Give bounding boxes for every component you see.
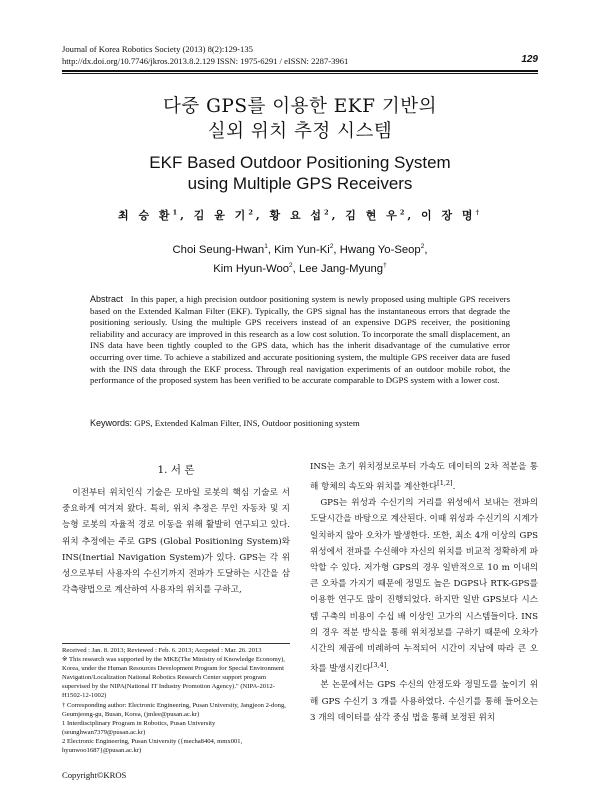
authors-english-line1: Choi Seung-Hwan$^1$, Kim Yun-Ki$^2$, Hwang Yo-Seop$^2$, xyxy=(172,243,428,256)
page-number: 129 xyxy=(521,54,538,65)
intro-paragraph-3: 본 논문에서는 GPS 수신의 안정도와 정밀도를 높이기 위해 GPS 수신기 3 개를 사용하였다. 수신기를 통해 들어오는 3 개의 데이터를 삼각 중심 법을 통해 보정된 위치 xyxy=(310,680,538,723)
journal-citation: Journal of Korea Robotics Society (2013) 8(2):129-135 xyxy=(62,44,253,54)
author-ko-sup: 2 xyxy=(399,208,408,217)
author-en: Hwang Yo-Seop xyxy=(339,243,421,256)
intro-paragraph-1: 이전부터 위치인식 기술은 모바일 로봇의 핵심 기술로 서 중요하게 여겨져 왔다. 특히, 위치 추정은 무인 자동차 및 지능형 로봇의 자율적 경로 이동을 위해 활발히 연구되고 있다. 위치 추정에는 주로 GPS (Global Positioning System)와 INS(Inertial Navigation System)가 있다. GPS는 각 위성으로부터 사용자의 수신기까지 전파가 도달하는 시간을 삼각측량법으로 계산하여 사용자의 위치를 구하고, xyxy=(62,488,290,596)
header-rule-thick xyxy=(62,70,538,72)
title-english xyxy=(62,152,538,194)
title-korean xyxy=(62,94,538,144)
author-en-sup: 2 xyxy=(420,243,425,250)
right-column xyxy=(310,459,538,726)
author-en-sup: 2 xyxy=(289,261,293,269)
footnote-1: 1 Interdisciplinary Program in Robotics, Pusan University (seunghwan7379@pusan.ac.kr) xyxy=(62,719,216,736)
author-ko-sup: 2 xyxy=(248,208,256,217)
footnote-funding: ※ This research was supported by the MKE(The Ministry of Knowledge Economy), Korea, under the Human Resources Development Program for Special Environment Navigation/Localization National Robotics Research Center support program supervised by the NIPA(National IT Industry Promotion Agency)." (NIPA-2012-H1502-12-1002) xyxy=(62,656,285,700)
intro-p2-text: GPS는 위성과 수신기의 거리를 위성에서 보내는 전파의 도달시간을 바탕으로 계산된다. 이때 위성과 수신기의 시계가 일치하지 않아 오차가 발생한다. 또한, 최소 4개 이상의 GPS 위성에서 전파를 수신해야 자신의 위치를 비교적 정확하게 파악할 수 있다. 저가형 GPS의 경우 일반적으로 10 m 이내의 큰 오차를 가지기 때문에 정밀도 높은 DGPS나 RTK-GPS를 이용한 연구도 많이 진행되었다. 하지만 일반 GPS보다 시스템 구축의 비용이 수십 배 이상인 고가의 시스템들이다. INS의 경우 적분 방식을 통해 위치정보를 구하기 때문에 오차가 시간의 제곱에 비례하여 누적되어 시간이 지남에 따라 큰 오차를 발생시킨다 xyxy=(310,498,538,675)
footnotes xyxy=(62,646,294,755)
footnote-dates: Received : Jan. 8. 2013; Reviewed : Feb. 6. 2013; Accpeted : Mar. 26. 2013 xyxy=(62,647,262,654)
intro-p1-cont-text: INS는 초기 위치정보로부터 가속도 데이터의 2차 적분을 통해 항체의 속도와 위치를 계산한다 xyxy=(310,462,538,493)
title-korean-line1: 다중 GPS를 이용한 EKF 기반의 xyxy=(163,96,437,117)
abstract-label: Abstract xyxy=(90,294,124,304)
author-ko-sup: † xyxy=(475,208,482,217)
title-korean-line2: 실외 위치 추정 시스템 xyxy=(207,121,393,142)
author-en-sup: 2 xyxy=(329,243,334,250)
journal-header xyxy=(62,43,348,67)
author-en: Lee Jang-Myung xyxy=(298,262,384,275)
abstract-text: In this paper, a high precision outdoor positioning system is newly proposed using multiple GPS receivers based on the Extended Kalman Filter (EKF). Typically, the GPS signal has the instantaneous errors that degrade the positioning seriously. Using the multiple GPS receivers instead of an expensive DGPS receiver, the positioning reliability and accuracy are improved in this research as a low cost solution. To incorporate the small displacement, an INS data have been tightly coupled to the GPS data, which has the inherit disadvantage of the cumulative error occurring over time. To achieve a stabilized and accurate positioning system, the multiple GPS receiver data are fused with the INS data through the EKF process. Through real navigation experiments of an outdoor mobile robot, the performance of the proposed system has been verified to be accurate comparable to DGPS system with a lower cost. xyxy=(90,294,510,386)
keywords xyxy=(90,418,510,428)
authors-english xyxy=(62,239,538,277)
author-en: Kim Hyun-Woo xyxy=(213,262,290,275)
citation-ref: [3,4] xyxy=(370,661,387,670)
author-en: Choi Seung-Hwan xyxy=(172,243,265,256)
authors-korean: 최 승 환$^1$, 김 윤 기$^2$, 황 요 섭$^2$, 김 현 우$^2$, 이 장 명† xyxy=(118,208,482,222)
author-en-sup: 1 xyxy=(264,243,268,250)
left-column xyxy=(62,485,290,598)
section-heading: 1. 서 론 xyxy=(157,464,195,476)
title-english-line1: EKF Based Outdoor Positioning System xyxy=(149,153,451,172)
footnote-corresponding: † Corresponding author: Electronic Engineering, Pusan University, Jangjeon 2-dong, Geumjeong-gu, Busan, Korea, (jmlee@pusan.ac.kr) xyxy=(62,701,286,718)
author-ko: 최 승 환 xyxy=(118,209,173,222)
footnote-rule xyxy=(62,643,290,644)
footnote-2: 2 Electronic Engineering, Pusan University ({mecha8404, mmx001, hyunwoo1687}@pusan.ac.kr) xyxy=(62,737,243,755)
author-ko: 황 요 섭 xyxy=(269,209,325,222)
doi-issn-line: http://dx.doi.org/10.7746/jkros.2013.8.2.129 ISSN: 1975-6291 / eISSN: 2287-3961 xyxy=(62,56,349,66)
citation-ref: [1,2] xyxy=(437,479,453,488)
author-ko: 김 윤 기 xyxy=(193,209,249,222)
author-ko-sup: 2 xyxy=(324,208,332,217)
author-en-sup: † xyxy=(383,261,387,269)
intro-paragraph-2: GPS는 위성과 수신기의 거리를 위성에서 보내는 전파의 도달시간을 바탕으로 계산된다. 이때 위성과 수신기의 시계가 일치하지 않아 오차가 발생한다. 또한, 최소 4개 이상의 GPS 위성에서 전파를 수신해야 자신의 위치를 비교적 정확하게 파악할 수 있다. 저가형 GPS의 경우 일반적으로 10 m 이내의 큰 오차를 가지기 때문에 정밀도 높은 DGPS나 RTK-GPS를 이용한 연구도 많이 진행되었다. 하지만 일반 GPS보다 시스템 구축의 비용이 수십 배 이상인 고가의 시스템들이다. INS의 경우 적분 방식을 통해 위치정보를 구하기 때문에 오차가 시간의 제곱에 비례하여 누적되어 시간이 지남에 따라 큰 오차를 발생시킨다[3,4]. xyxy=(310,498,538,675)
title-english-line2: using Multiple GPS Receivers xyxy=(187,174,413,193)
keywords-text: GPS, Extended Kalman Filter, INS, Outdoor positioning system xyxy=(134,418,360,428)
author-en: Kim Yun-Ki xyxy=(274,243,330,256)
author-ko: 이 장 명 xyxy=(421,209,476,222)
abstract xyxy=(90,294,510,387)
intro-paragraph-1-continued: INS는 초기 위치정보로부터 가속도 데이터의 2차 적분을 통해 항체의 속도와 위치를 계산한다[1,2]. xyxy=(310,462,538,493)
author-ko-sup: 1 xyxy=(172,208,181,217)
authors-english-line2: Kim Hyun-Woo$^2$, Lee Jang-Myung† xyxy=(213,261,387,275)
copyright: Copyright©KROS xyxy=(62,770,127,780)
author-ko: 김 현 우 xyxy=(345,209,400,222)
header-rule-thin xyxy=(62,73,538,74)
keywords-label: Keywords: xyxy=(90,418,133,428)
